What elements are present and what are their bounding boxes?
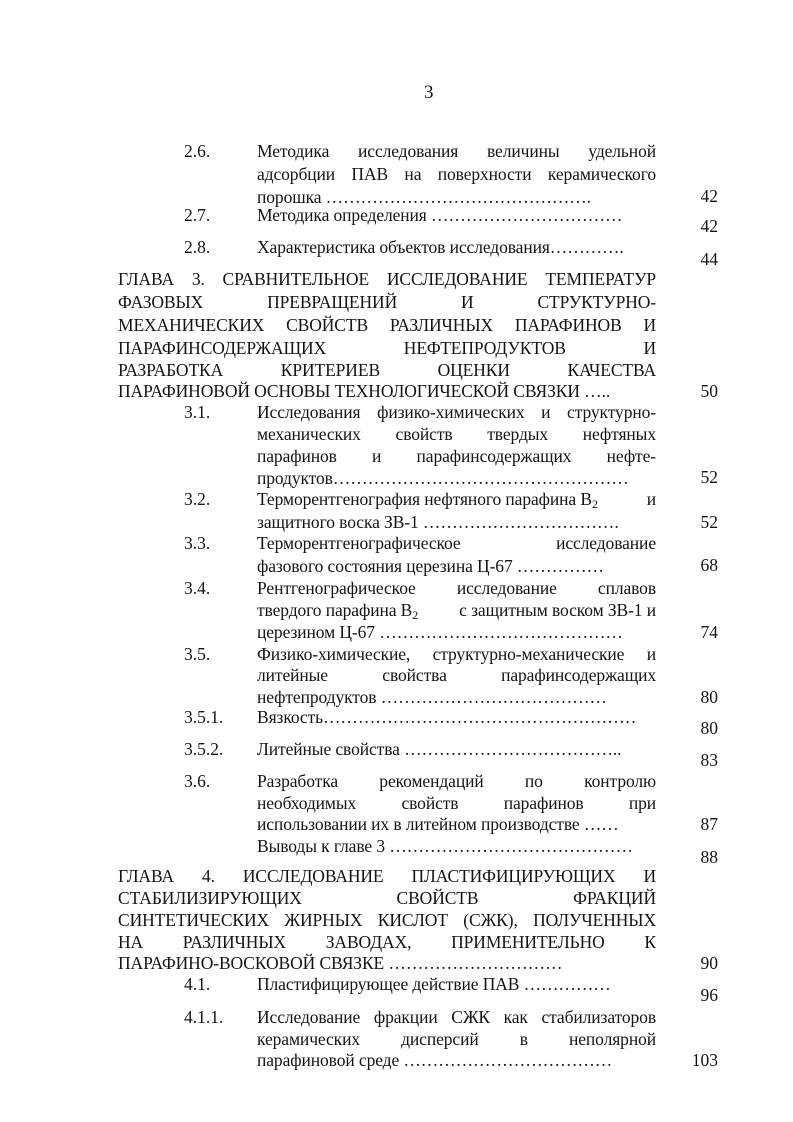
toc-page: 80 [700,687,718,707]
toc-number: 3.4. [184,578,211,598]
toc-number: 3.5.2. [184,739,224,759]
toc-line: продуктов…………………………………………… [257,468,629,488]
toc-line [257,599,656,621]
toc-line: фазового состояния церезина Ц-67 …………… [257,556,604,576]
toc-line-part: Терморентгенография нефтяного парафина B [257,489,592,509]
toc-page: 44 [700,249,718,269]
chapter-heading-line: ПАРАФИНО-ВОСКОВОЙ СВЯЗКЕ ………………………… [118,953,563,973]
toc-page: 103 [691,1050,718,1070]
toc-number: 3.5. [184,644,211,664]
chapter-heading-line: ФАЗОВЫХ ПРЕВРАЩЕНИЙ И СТРУКТУРНО- [118,292,656,312]
chapter-heading-line: НА РАЗЛИЧНЫХ ЗАВОДАХ, ПРИМЕНИТЕЛЬНО К [118,932,656,952]
toc-line: Вязкость……………………………………………… [257,707,637,727]
toc-number: 3.1. [184,402,211,422]
toc-line: адсорбции ПАВ на поверхности керамического [257,164,656,184]
toc-number: 4.1.1. [184,1007,224,1027]
toc-number: 4.1. [184,974,211,994]
subscript: 2 [591,497,598,511]
toc-number: 2.6. [184,141,211,161]
toc-page: 42 [700,216,718,236]
toc-line-tail: и [646,489,656,509]
toc-line: защитного воска ЗВ-1 ……………………………. [257,512,619,532]
toc-line: порошка ………………………………………. [257,187,591,207]
toc-page: 52 [700,512,718,532]
toc-line: керамических дисперсий в неполярной [257,1029,656,1049]
toc-page: 96 [700,985,718,1005]
toc-line: Характеристика объектов исследования…………. [257,237,624,257]
toc-line: Методика исследования величины удельной [257,141,656,161]
page-number: 3 [424,82,434,103]
toc-line: использовании их в литейном производстве …… [257,814,619,834]
toc-number: 2.7. [184,205,211,225]
toc-line: литейные свойства парафинсодержащих [257,665,656,685]
toc-line: Исследования физико-химических и структурно- [257,402,656,422]
toc-page: 68 [700,555,718,575]
toc-page: 42 [700,186,718,206]
toc-line: Разработка рекомендаций по контролю [257,771,656,791]
chapter-heading-line: МЕХАНИЧЕСКИХ СВОЙСТВ РАЗЛИЧНЫХ ПАРАФИНОВ И [118,315,656,335]
chapter-heading-line: ГЛАВА 4. ИССЛЕДОВАНИЕ ПЛАСТИФИЦИРУЮЩИХ И [118,866,656,886]
subscript: 2 [412,608,419,622]
toc-line-text [257,599,418,621]
toc-line: нефтепродуктов ………………………………… [257,687,607,707]
chapter-heading-line: ГЛАВА 3. СРАВНИТЕЛЬНОЕ ИССЛЕДОВАНИЕ ТЕМПЕРАТУР [118,269,656,289]
toc-number: 3.3. [184,533,211,553]
toc-line: Физико-химические, структурно-механические и [257,644,656,664]
toc-page: 83 [700,750,718,770]
toc-line: механических свойств твердых нефтяных [257,424,656,444]
toc-line-text [257,488,598,510]
toc-line: Пластифицирующее действие ПАВ …………… [257,974,611,994]
toc-line: парафинов и парафинсодержащих нефте- [257,446,656,466]
toc-number: 3.5.1. [184,707,224,727]
toc-line: Методика определения …………………………… [257,205,623,225]
toc-line: церезином Ц-67 …………………………………… [257,622,623,642]
toc-line [257,488,656,510]
toc-line: Терморентгенографическое исследование [257,533,656,553]
toc-line: необходимых свойств парафинов при [257,793,656,813]
toc-number: 3.2. [184,489,211,509]
chapter-heading-line: ПАРАФИНОВОЙ ОСНОВЫ ТЕХНОЛОГИЧЕСКОЙ СВЯЗКИ ….. [118,381,611,401]
toc-page: 80 [700,718,718,738]
toc-line-part: твердого парафина B [257,600,413,620]
chapter-heading-line: СИНТЕТИЧЕСКИХ ЖИРНЫХ КИСЛОТ (СЖК), ПОЛУЧЕННЫХ [118,910,656,930]
toc-line: Выводы к главе 3 …………………………………… [257,836,633,856]
toc-line: Рентгенографическое исследование сплавов [257,578,656,598]
toc-page: 50 [700,381,718,401]
toc-number: 2.8. [184,237,211,257]
toc-line-tail: с защитным воском ЗВ-1 и [459,600,656,620]
toc-line: парафиновой среде ……………………………… [257,1050,613,1070]
toc-page: 88 [700,847,718,867]
toc-line: Исследование фракции СЖК как стабилизаторов [257,1007,656,1027]
toc-page: 87 [700,814,718,834]
toc-page: 90 [700,953,718,973]
chapter-heading-line: РАЗРАБОТКА КРИТЕРИЕВ ОЦЕНКИ КАЧЕСТВА [118,360,656,380]
chapter-heading-line: ПАРАФИНСОДЕРЖАЩИХ НЕФТЕПРОДУКТОВ И [118,338,656,358]
toc-number: 3.6. [184,771,211,791]
chapter-heading-line: СТАБИЛИЗИРУЮЩИХ СВОЙСТВ ФРАКЦИЙ [118,888,656,908]
toc-page: 52 [700,467,718,487]
toc-page: 74 [700,622,718,642]
toc-line: Литейные свойства ……………………………….. [257,739,622,759]
